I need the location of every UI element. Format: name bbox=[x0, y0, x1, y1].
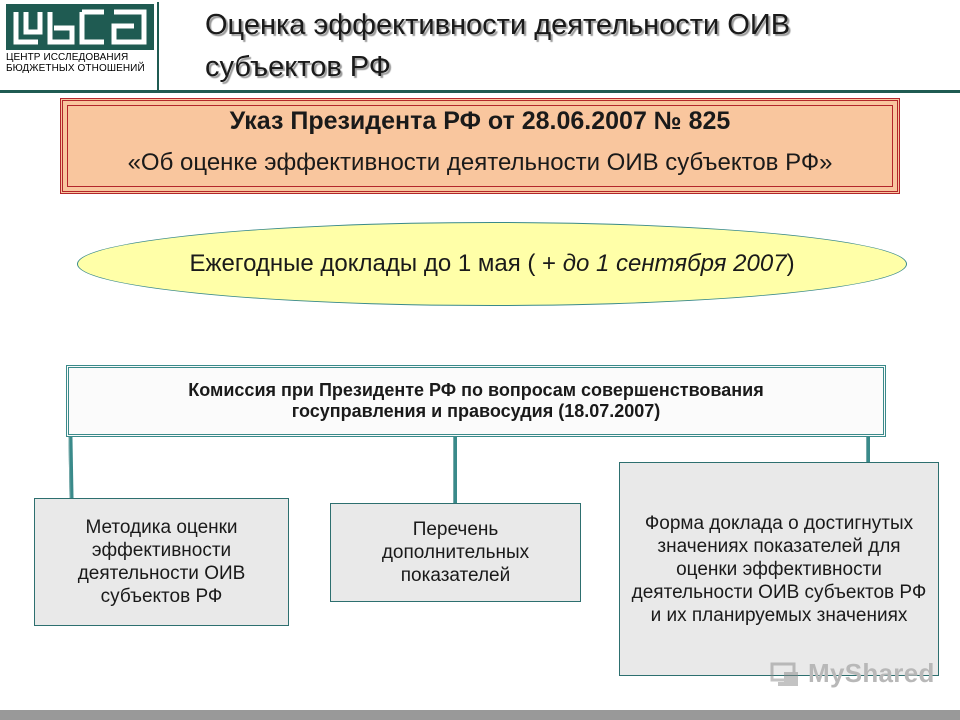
annual-reports-text-plain: Ежегодные доклады до 1 мая ( + bbox=[189, 250, 563, 277]
logo-caption-line2: БЮДЖЕТНЫХ ОТНОШЕНИЙ bbox=[6, 63, 145, 74]
watermark-icon bbox=[770, 660, 802, 690]
connector-form bbox=[866, 437, 870, 463]
watermark-text: MyShared bbox=[808, 658, 935, 688]
report-form-text: Форма доклада о достигнутых значениях показателей для оценки эффективности деятельности ОИВ субъектов РФ и их планируемых значениях bbox=[631, 512, 927, 626]
decree-subtitle: «Об оценке эффективности деятельности ОИВ субъектов РФ» bbox=[127, 149, 833, 176]
additional-indicators-text: Перечень дополнительных показателей bbox=[381, 519, 530, 586]
page-title bbox=[205, 4, 905, 88]
methodology-box bbox=[34, 498, 289, 626]
decree-title: Указ Президента РФ от 28.06.2007 № 825 bbox=[229, 107, 731, 135]
logo-divider bbox=[157, 2, 159, 90]
methodology-text: Методика оценки эффективности деятельности ОИВ субъектов РФ bbox=[77, 517, 246, 607]
commission-box bbox=[66, 365, 886, 437]
page-title-line2: субъектов РФ bbox=[205, 51, 391, 83]
annual-reports-ellipse bbox=[77, 222, 907, 306]
commission-line1: Комиссия при Президенте РФ по вопросам совершенствования bbox=[188, 380, 764, 400]
header-divider bbox=[0, 90, 960, 93]
commission-line2: госуправления и правосудия (18.07.2007) bbox=[291, 401, 661, 421]
commission-text bbox=[158, 380, 793, 422]
additional-indicators-box bbox=[330, 503, 581, 602]
annual-reports-text-italic: до 1 сентября 2007 bbox=[562, 250, 787, 277]
logo-caption-line1: ЦЕНТР ИССЛЕДОВАНИЯ bbox=[6, 52, 129, 63]
annual-reports-text-end: ) bbox=[786, 250, 795, 277]
connector-extra bbox=[453, 437, 457, 504]
decree-box bbox=[60, 98, 900, 194]
annual-reports-text bbox=[189, 250, 794, 278]
connector-method bbox=[68, 437, 73, 499]
bottom-bar bbox=[0, 710, 960, 720]
logo-caption bbox=[6, 52, 156, 74]
report-form-box bbox=[619, 462, 939, 676]
page-title-line1: Оценка эффективности деятельности ОИВ bbox=[205, 9, 791, 41]
